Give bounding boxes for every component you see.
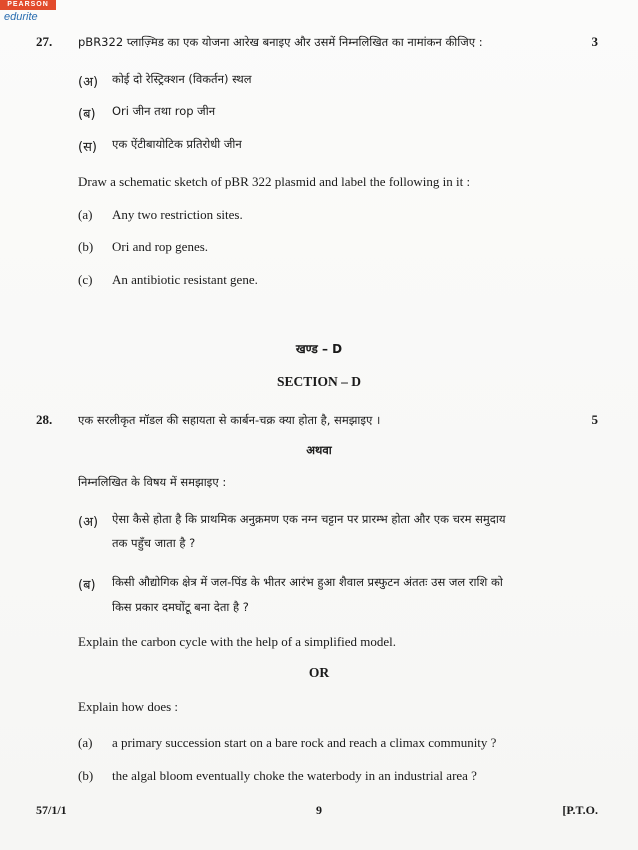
pto-marker: [P.T.O. <box>562 803 598 817</box>
q27-english-option-text: Any two restriction sites. <box>112 207 243 222</box>
q27-hindi-option-text: Ori जीन तथा rop जीन <box>112 104 216 118</box>
question-28-english-explain: Explain how does : <box>78 699 179 714</box>
q28-english-option-label: (b) <box>78 768 94 783</box>
q27-english-option-label: (c) <box>78 272 93 287</box>
q27-english-option-label: (a) <box>78 207 93 222</box>
q27-hindi-option-text: कोई दो रेस्ट्रिक्शन (विकर्तन) स्थल <box>112 72 252 86</box>
logo-brand: edurite <box>4 11 38 23</box>
q27-hindi-option-label: (स) <box>78 140 97 155</box>
question-28-hindi-stem: एक सरलीकृत मॉडल की सहायता से कार्बन-चक्र क्या होता है, समझाइए । <box>78 413 381 427</box>
q27-english-option-text: An antibiotic resistant gene. <box>112 272 258 287</box>
q28-hindi-option-label: (ब) <box>78 578 96 593</box>
logo-bar: PEARSON <box>0 0 56 10</box>
q28-hindi-option-line1: किसी औद्योगिक क्षेत्र में जल-पिंड के भीतर आरंभ हुआ शैवाल प्रस्फुटन अंततः उस जल राशि को <box>112 575 503 589</box>
section-heading-hindi: खण्ड – D <box>295 342 343 356</box>
question-27-hindi-stem: pBR322 प्लाज़्मिड का एक योजना आरेख बनाइए और उसमें निम्नलिखित का नामांकन कीजिए : <box>78 35 483 49</box>
question-28-marks: 5 <box>591 412 598 427</box>
english-or: OR <box>308 665 330 680</box>
question-27-english-stem: Draw a schematic sketch of pBR 322 plasmid and label the following in it : <box>78 174 471 189</box>
q27-english-option-text: Ori and rop genes. <box>112 239 209 254</box>
q28-english-option-text: the algal bloom eventually choke the waterbody in an industrial area ? <box>112 768 477 783</box>
hindi-or: अथवा <box>306 443 332 457</box>
q28-hindi-option-label: (अ) <box>78 515 99 530</box>
question-28-english-stem: Explain the carbon cycle with the help of a simplified model. <box>78 634 397 649</box>
paper-code: 57/1/1 <box>36 803 67 817</box>
section-heading-english: SECTION – D <box>276 374 362 389</box>
q27-hindi-option-label: (अ) <box>78 75 99 90</box>
page-number: 9 <box>316 803 322 817</box>
question-27-number: 27. <box>36 34 53 49</box>
q28-hindi-option-line2: तक पहुँच जाता है ? <box>112 536 196 550</box>
question-27-marks: 3 <box>591 34 598 49</box>
publisher-logo <box>0 0 64 34</box>
question-28-hindi-explain: निम्नलिखित के विषय में समझाइए : <box>78 475 227 489</box>
q27-hindi-option-label: (ब) <box>78 107 96 122</box>
q27-english-option-label: (b) <box>78 239 94 254</box>
q28-hindi-option-line2: किस प्रकार दमघोंटू बना देता है ? <box>112 600 249 614</box>
question-28-number: 28. <box>36 412 53 427</box>
q28-hindi-option-line1: ऐसा कैसे होता है कि प्राथमिक अनुक्रमण एक नग्न चट्टान पर प्रारम्भ होता और एक चरम समुदाय <box>112 512 506 526</box>
q28-english-option-label: (a) <box>78 735 93 750</box>
q27-hindi-option-text: एक ऐंटीबायोटिक प्रतिरोधी जीन <box>112 137 242 151</box>
q28-english-option-text: a primary succession start on a bare rock and reach a climax community ? <box>112 735 497 750</box>
